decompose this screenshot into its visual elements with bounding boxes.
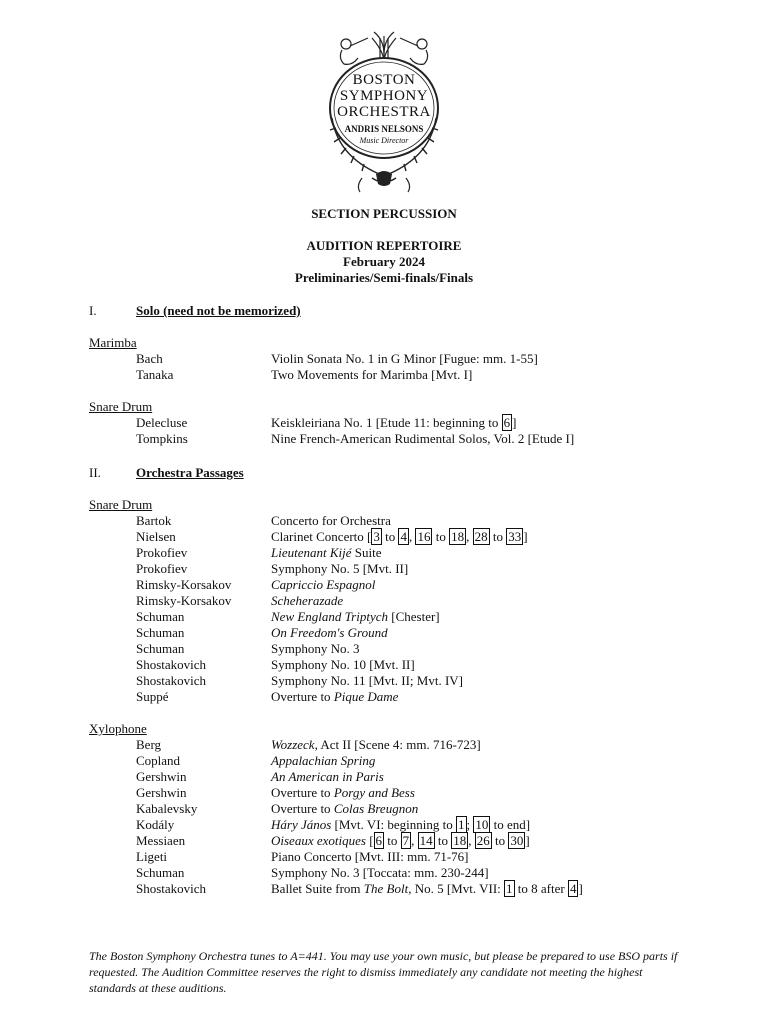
piece-text: Suite [351, 545, 382, 560]
piece [271, 753, 375, 769]
piece-title-italic: An American in Paris [271, 769, 384, 784]
piece-text: [ [365, 833, 374, 848]
rehearsal-mark: 33 [508, 529, 522, 544]
rehearsal-mark: 7 [402, 833, 410, 848]
repertoire-item [0, 881, 768, 897]
repertoire-item [0, 625, 768, 641]
instrument-heading: Marimba [89, 335, 137, 350]
repertoire-item [0, 753, 768, 769]
repertoire-item [0, 529, 768, 545]
composer: Shostakovich [136, 673, 207, 688]
composer: Rimsky-Korsakov [136, 593, 232, 608]
piece-text: Symphony No. 11 [Mvt. II; Mvt. IV] [271, 673, 463, 688]
repertoire-item [0, 737, 768, 753]
composer: Schuman [136, 609, 185, 624]
logo-line-2: SYMPHONY [339, 88, 429, 104]
footer-note: The Boston Symphony Orchestra tunes to A=441. You may use your own music, but please be prepared to use BSO parts if requested. The Audition Committee reserves the right to dismiss immediately any candidate not meeting the highest standards at these auditions. [89, 949, 678, 995]
piece [271, 625, 388, 641]
composer: Copland [136, 753, 181, 768]
rehearsal-mark: 6 [375, 833, 383, 848]
piece-text: to [434, 833, 452, 848]
repertoire-item [0, 609, 768, 625]
piece-title-italic: Wozzeck [271, 737, 315, 752]
repertoire-item [0, 801, 768, 817]
piece-text: Violin Sonata No. 1 in G Minor [Fugue: mm. 1-55] [271, 351, 538, 366]
piece [271, 609, 440, 625]
repertoire-item [0, 367, 768, 383]
piece-text: , Act II [Scene 4: mm. 716-723] [314, 737, 481, 752]
piece-text: to end] [490, 817, 531, 832]
composer: Schuman [136, 641, 185, 656]
piece-title-italic: New England Triptych [271, 609, 388, 624]
piece-text: to [432, 529, 450, 544]
composer: Bartok [136, 513, 172, 528]
instrument-heading: Snare Drum [89, 497, 153, 512]
piece-title-italic: Colas Breugnon [333, 801, 419, 816]
piece [271, 513, 391, 529]
rehearsal-mark: 26 [476, 833, 490, 848]
piece-text: , [466, 529, 473, 544]
rehearsal-mark: 4 [400, 529, 407, 544]
piece [271, 769, 384, 785]
rehearsal-mark: 3 [373, 529, 380, 544]
piece-text: Nine French-American Rudimental Solos, Vol. 2 [Etude I] [271, 431, 575, 446]
piece-text: Clarinet Concerto [ [271, 529, 372, 544]
piece [271, 577, 375, 593]
piece-text: Ballet Suite from [271, 881, 364, 896]
section-number: II. [89, 465, 101, 480]
rehearsal-mark: 6 [503, 415, 511, 430]
rehearsal-mark: 1 [506, 881, 513, 896]
piece-text: Overture to [271, 801, 334, 816]
repertoire-item [0, 689, 768, 705]
piece-text: ] [578, 881, 583, 896]
composer: Schuman [136, 625, 185, 640]
piece-text: , [408, 529, 416, 544]
piece-text: Symphony No. 3 [Toccata: mm. 230-244] [271, 865, 489, 880]
piece-text: to [384, 833, 401, 848]
rehearsal-mark: 16 [417, 529, 431, 544]
bso-logo [322, 28, 446, 196]
piece-title-italic: Appalachian Spring [271, 753, 376, 768]
piece-text: ] [523, 529, 528, 544]
repertoire-item [0, 561, 768, 577]
piece-title-italic: Scheherazade [271, 593, 344, 608]
composer: Shostakovich [136, 881, 207, 896]
piece-text: Piano Concerto [Mvt. III: mm. 71-76] [271, 849, 469, 864]
piece [271, 641, 359, 657]
rehearsal-mark: 10 [475, 817, 489, 832]
piece [271, 737, 481, 753]
piece-text: ] [512, 415, 517, 430]
piece-text: Concerto for Orchestra [271, 513, 391, 528]
page-title: SECTION PERCUSSION [311, 206, 457, 221]
rehearsal-mark: 18 [453, 833, 467, 848]
repertoire-item [0, 351, 768, 367]
repertoire-item [0, 513, 768, 529]
piece-text: to [491, 833, 509, 848]
piece [271, 833, 530, 849]
piece-text: Symphony No. 5 [Mvt. II] [271, 561, 409, 576]
logo-line-4: ANDRIS NELSONS [344, 124, 424, 134]
piece-text: [Mvt. VI: beginning to [331, 817, 456, 832]
piece-title-italic: Porgy and Bess [333, 785, 415, 800]
composer: Prokofiev [136, 561, 188, 576]
piece [271, 593, 343, 609]
piece [271, 865, 489, 881]
repertoire-item [0, 673, 768, 689]
piece-text: ; [466, 817, 474, 832]
piece-text: to [489, 529, 507, 544]
repertoire-item [0, 431, 768, 447]
rehearsal-mark: 1 [458, 817, 465, 832]
piece [271, 351, 538, 367]
rehearsal-mark: 30 [510, 833, 524, 848]
repertoire-item [0, 593, 768, 609]
composer: Ligeti [136, 849, 168, 864]
page-subtitle: AUDITION REPERTOIRE [306, 238, 462, 253]
composer: Shostakovich [136, 657, 207, 672]
piece [271, 689, 398, 705]
piece-text: Overture to [271, 785, 334, 800]
repertoire-item [0, 785, 768, 801]
piece [271, 673, 463, 689]
composer: Tompkins [136, 431, 188, 446]
piece [271, 817, 530, 833]
repertoire-item [0, 865, 768, 881]
piece [271, 657, 415, 673]
piece [271, 431, 574, 447]
composer: Messiaen [136, 833, 186, 848]
composer: Suppé [136, 689, 169, 704]
section-title: Solo (need not be memorized) [136, 303, 301, 318]
composer: Kodály [136, 817, 175, 832]
section-number: I. [89, 303, 97, 318]
piece [271, 785, 415, 801]
piece [271, 415, 516, 431]
piece [271, 367, 472, 383]
composer: Nielsen [136, 529, 176, 544]
instrument-heading: Xylophone [89, 721, 147, 736]
repertoire-item [0, 769, 768, 785]
piece-title-italic: Lieutenant Kijé [271, 545, 352, 560]
piece [271, 561, 408, 577]
piece [271, 881, 583, 897]
composer: Tanaka [136, 367, 174, 382]
piece-text: , [468, 833, 475, 848]
piece-text: Overture to [271, 689, 334, 704]
composer: Gershwin [136, 785, 187, 800]
repertoire-item [0, 415, 768, 431]
piece [271, 545, 382, 561]
repertoire-item [0, 641, 768, 657]
composer: Schuman [136, 865, 185, 880]
piece-title-italic: On Freedom's Ground [271, 625, 388, 640]
section-title: Orchestra Passages [136, 465, 244, 480]
rehearsal-mark: 4 [569, 881, 577, 896]
composer: Rimsky-Korsakov [136, 577, 232, 592]
rehearsal-mark: 28 [474, 529, 488, 544]
piece-title-italic: Oiseaux exotiques [271, 833, 366, 848]
instrument-heading: Snare Drum [89, 399, 153, 414]
logo-line-5: Music Director [359, 136, 409, 145]
composer: Delecluse [136, 415, 188, 430]
piece-text: Symphony No. 3 [271, 641, 360, 656]
piece-text: to 8 after [514, 881, 568, 896]
rehearsal-mark: 18 [451, 529, 465, 544]
audition-date: February 2024 [343, 254, 425, 269]
repertoire-item [0, 577, 768, 593]
piece [271, 801, 418, 817]
piece-title-italic: The Bolt [363, 881, 409, 896]
piece-text: ] [525, 833, 530, 848]
piece-title-italic: Capriccio Espagnol [271, 577, 376, 592]
piece-text: to [381, 529, 399, 544]
repertoire-item [0, 849, 768, 865]
piece [271, 849, 469, 865]
composer: Gershwin [136, 769, 187, 784]
rehearsal-mark: 14 [419, 833, 433, 848]
audition-rounds: Preliminaries/Semi-finals/Finals [294, 270, 474, 285]
piece [271, 529, 528, 545]
repertoire-item [0, 817, 768, 833]
composer: Prokofiev [136, 545, 188, 560]
piece-title-italic: Pique Dame [333, 689, 399, 704]
composer: Bach [136, 351, 163, 366]
repertoire-item [0, 545, 768, 561]
piece-text: , [411, 833, 418, 848]
composer: Kabalevsky [136, 801, 198, 816]
piece-text: Keiskleiriana No. 1 [Etude 11: beginning to [271, 415, 502, 430]
piece-text: , No. 5 [Mvt. VII: [408, 881, 505, 896]
composer: Berg [136, 737, 162, 752]
piece-title-italic: Háry János [271, 817, 332, 832]
repertoire-item [0, 657, 768, 673]
repertoire-item [0, 833, 768, 849]
logo-line-3: ORCHESTRA [337, 104, 431, 120]
logo-line-1: BOSTON [352, 72, 416, 88]
piece-text: [Chester] [388, 609, 440, 624]
piece-text: Two Movements for Marimba [Mvt. I] [271, 367, 473, 382]
piece-text: Symphony No. 10 [Mvt. II] [271, 657, 415, 672]
